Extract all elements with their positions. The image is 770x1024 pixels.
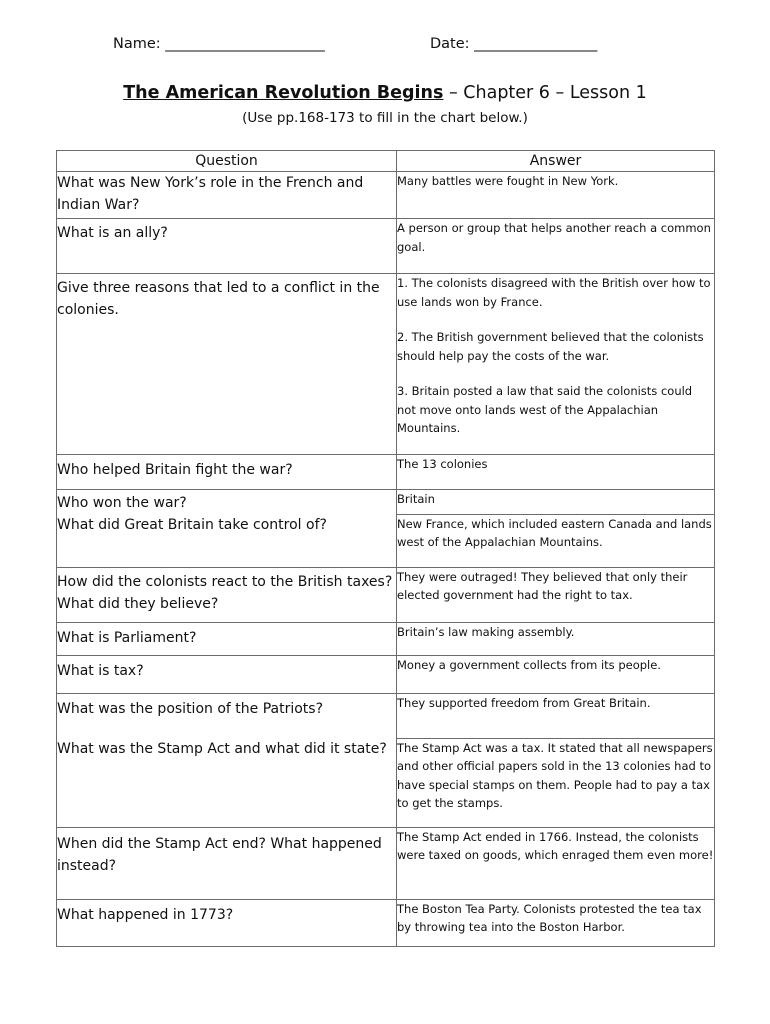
answer-cell[interactable]: A person or group that helps another reach a common goal. — [397, 219, 715, 274]
question-header: Question — [57, 151, 397, 172]
page-title — [0, 83, 770, 103]
question-cell: Who won the war? — [57, 490, 397, 515]
answer-cell[interactable]: Money a government collects from its people. — [397, 655, 715, 693]
answer-cell[interactable]: The Boston Tea Party. Colonists protested the tea tax by throwing tea into the Boston Harbor. — [397, 899, 715, 946]
question-cell: What happened in 1773? — [57, 899, 397, 946]
table-header-row — [57, 151, 715, 172]
question-cell: When did the Stamp Act end? What happened instead? — [57, 827, 397, 899]
worksheet-table — [56, 150, 715, 947]
question-cell: What is Parliament? — [57, 622, 397, 655]
name-field[interactable]: Name: ______________________ — [113, 36, 325, 52]
title-rest: Chapter 6 – Lesson 1 — [463, 83, 647, 103]
question-cell: Give three reasons that led to a conflict in the colonies. — [57, 274, 397, 455]
answer-cell[interactable]: Britain — [397, 490, 715, 515]
question-cell: What is tax? — [57, 655, 397, 693]
table-row — [57, 219, 715, 274]
answer-cell[interactable]: New France, which included eastern Canada and lands west of the Appalachian Mountains. — [397, 514, 715, 567]
table-row — [57, 899, 715, 946]
table-row — [57, 622, 715, 655]
answer-reason-3: 3. Britain posted a law that said the colonists could not move onto lands west of the Appalachian Mountains. — [397, 384, 693, 435]
table-row — [57, 172, 715, 219]
instruction-text: (Use pp.168-173 to fill in the chart below.) — [242, 110, 528, 126]
question-cell: What did Great Britain take control of? — [57, 514, 397, 567]
question-cell: What was the Stamp Act and what did it state? — [57, 738, 397, 827]
answer-cell[interactable]: Many battles were fought in New York. — [397, 172, 715, 219]
question-cell: Who helped Britain fight the war? — [57, 455, 397, 490]
table-row — [57, 514, 715, 567]
question-cell: What was New York’s role in the French and Indian War? — [57, 172, 397, 219]
answer-cell[interactable]: Britain’s law making assembly. — [397, 622, 715, 655]
table-row — [57, 274, 715, 455]
answer-cell[interactable]: The Stamp Act was a tax. It stated that all newspapers and other official papers sold in the 13 colonies had to have special stamps on them. People had to pay a tax to get the stamps. — [397, 738, 715, 827]
answer-reason-2: 2. The British government believed that the colonists should help pay the costs of the war. — [397, 330, 704, 363]
answer-header: Answer — [397, 151, 715, 172]
table-row — [57, 490, 715, 515]
answer-cell[interactable] — [397, 274, 715, 455]
title-dash: – — [443, 83, 464, 103]
table-row — [57, 693, 715, 738]
answer-cell[interactable]: The 13 colonies — [397, 455, 715, 490]
question-cell: How did the colonists react to the British taxes? What did they believe? — [57, 567, 397, 622]
header-line — [0, 36, 770, 58]
answer-cell[interactable]: They were outraged! They believed that only their elected government had the right to tax. — [397, 567, 715, 622]
title-main: The American Revolution Begins — [123, 83, 444, 103]
table-row — [57, 455, 715, 490]
table-row — [57, 567, 715, 622]
table-row — [57, 655, 715, 693]
table-row — [57, 738, 715, 827]
table-row — [57, 827, 715, 899]
answer-cell[interactable]: They supported freedom from Great Britain. — [397, 693, 715, 738]
answer-cell[interactable]: The Stamp Act ended in 1766. Instead, the colonists were taxed on goods, which enraged them even more! — [397, 827, 715, 899]
answer-reason-1: 1. The colonists disagreed with the British over how to use lands won by France. — [397, 276, 711, 309]
question-cell: What was the position of the Patriots? — [57, 693, 397, 738]
date-field[interactable]: Date: _________________ — [430, 36, 598, 52]
question-cell: What is an ally? — [57, 219, 397, 274]
